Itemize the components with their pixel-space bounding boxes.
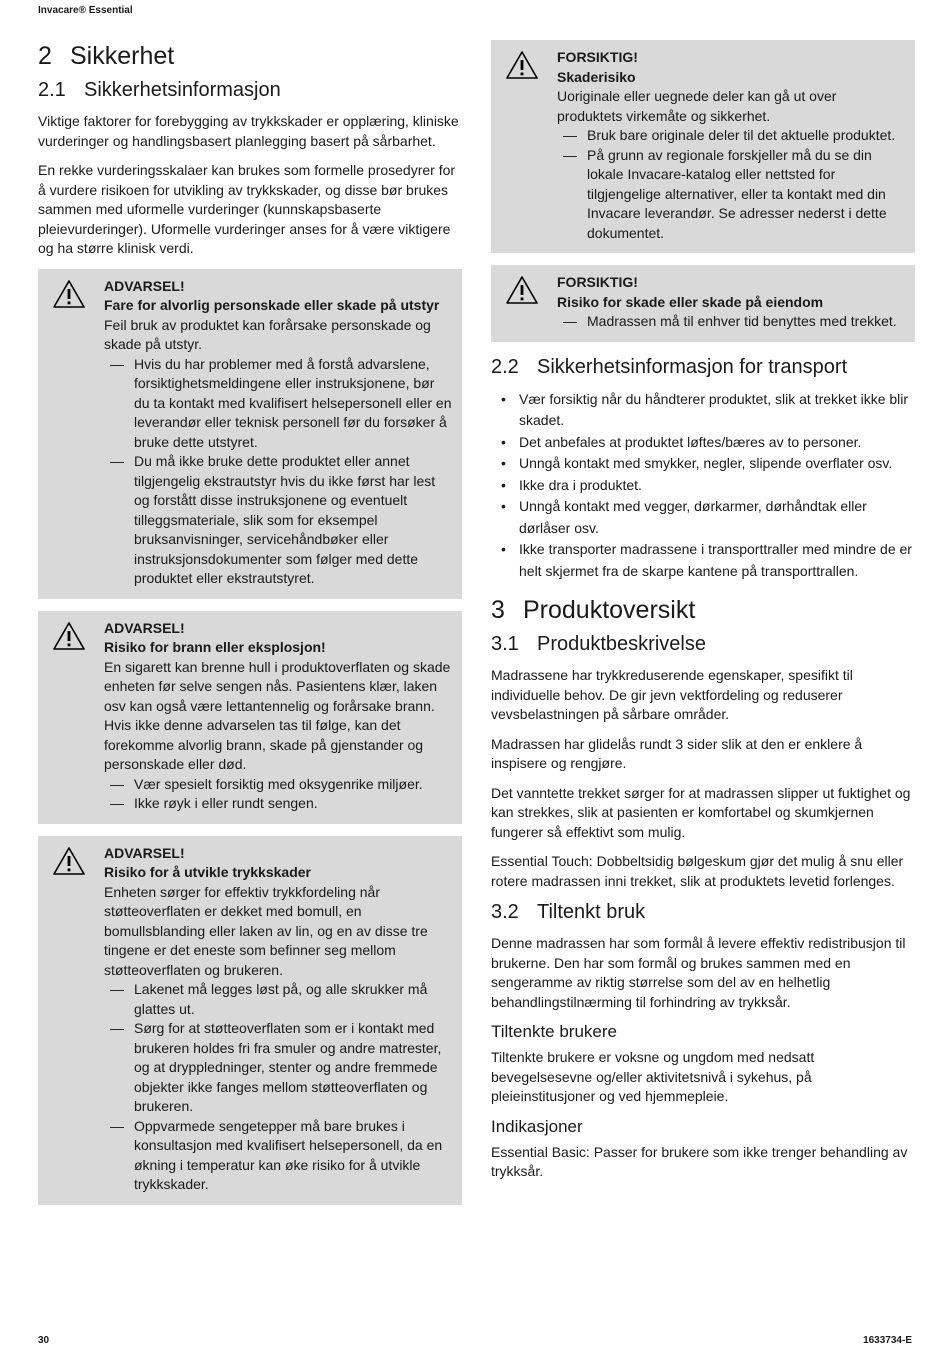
section-title: Produktoversikt (523, 596, 696, 624)
section-title: Produktbeskrivelse (537, 633, 706, 655)
indications-paragraph: Essential Basic: Passer for brukere som ikke trenger behandling av trykksår. (491, 1143, 908, 1179)
caution-title: Skaderisiko (557, 68, 636, 85)
description-paragraph: Essential Touch: Dobbeltsidig bølgeskum gjør det mulig å snu eller rotere madrassen inni trekket, slik at produktets levetid forlenges. (491, 853, 904, 889)
warning-text: En sigarett kan brenne hull i produktoverflaten og skade enheten før selve sengen nås. Pasientens klær, laken osv kan også være lettantennelig og forårsake brann. Hvis ikke denne advarselen tas til følge, kan det forekomme alvorlig brann, skade på gjenstander og personskade eller død. (104, 658, 451, 772)
left-column (38, 30, 462, 1217)
caution-list (557, 312, 905, 332)
list-item: — Madrassen må til enhver tid benyttes med trekket. (557, 312, 905, 332)
list-item: — Ikke røyk i eller rundt sengen. (104, 794, 452, 814)
warning-kind: ADVARSEL! (104, 277, 185, 294)
page-number: 30 (38, 1335, 50, 1346)
section-title: Sikkerhetsinformasjon for transport (537, 355, 848, 378)
section-number: 3.1 (491, 633, 519, 655)
warning-text: Enheten sørger for effektiv trykkfordeling når støtteoverflaten er dekket med bomull, en bomullsblanding eller laken av lin, og en av disse tre tingene er det eneste som befinner seg mellom støtteoverflaten og brukeren. (104, 883, 428, 978)
warning-box-fire (38, 611, 462, 824)
section-title: Sikkerhetsinformasjon (84, 79, 281, 101)
warning-title: Fare for alvorlig personskade eller skade på utstyr (104, 297, 440, 313)
list-item: • Vær forsiktig når du håndterer produktet, slik at trekket ikke blir skadet. (491, 389, 915, 432)
intended-users-heading: Tiltenkte brukere (491, 1022, 617, 1041)
list-item: • Ikke transporter madrassene i transporttraller med mindre de er helt skjermet fra de skarpe kantene på transporttrallen. (491, 539, 915, 582)
warning-kind: ADVARSEL! (104, 619, 185, 636)
caution-list (557, 126, 905, 243)
list-item: — Oppvarmede sengetepper må bare brukes i konsultasjon med kvalifisert helsepersonell, da en økning i temperatur kan øke risiko for å utvikle trykkskader. (104, 1117, 452, 1195)
indications-heading: Indikasjoner (491, 1116, 583, 1136)
section-2-1-heading (38, 79, 462, 102)
caution-kind: FORSIKTIG! (557, 49, 638, 65)
header-brand: Invacare® Essential (38, 5, 133, 16)
caution-box-parts (491, 40, 915, 253)
warning-text: Feil bruk av produktet kan forårsake personskade og skade på utstyr. (104, 316, 431, 352)
list-item: — Lakenet må legges løst på, og alle skrukker må glattes ut. (104, 980, 452, 1019)
list-item: — Hvis du har problemer med å forstå advarslene, forsiktighetsmeldingene eller instruksjonene, bør du ta kontakt med kvalifisert helsepersonell eller en leverandør eller teknisk personell før du forsøker å bruke dette utstyret. (104, 355, 452, 453)
description-paragraph: Madrassen har glidelås rundt 3 sider slik at den er enklere å inspisere og rengjøre. (491, 735, 863, 771)
section-number: 2.1 (38, 79, 66, 101)
warning-triangle-icon (52, 621, 86, 651)
list-item: — Sørg for at støtteoverflaten som er i kontakt med brukeren holdes fri fra smuler og andre matrester, og at dryppledninger, stenter og andre fremmede objekter ikke fanges mellom støtteoverflaten og brukeren. (104, 1019, 452, 1117)
section-number: 2.2 (491, 355, 519, 378)
warning-title: Risiko for brann eller eksplosjon! (104, 639, 326, 655)
warning-list (104, 980, 452, 1195)
section-title: Sikkerhet (70, 42, 175, 70)
caution-text: Uoriginale eller uegnede deler kan gå ut over produktets virkemåte og sikkerhet. (557, 88, 837, 124)
warning-triangle-icon (52, 846, 86, 876)
section-2-heading (38, 42, 462, 71)
list-item: — På grunn av regionale forskjeller må du se din lokale Invacare-katalog eller nettsted for tilgjengelige alternativer, eller ta kontakt med din Invacare leverandør. Se adresser nederst i dette dokumentet. (557, 146, 905, 244)
warning-triangle-icon (505, 50, 539, 80)
description-paragraph: Madrassene har trykkreduserende egenskaper, spesifikt til individuelle behov. De gir jevn vektfordeling og reduserer vevsbelastningen på sårbare områder. (491, 667, 853, 722)
caution-box-property (491, 265, 915, 342)
warning-list (104, 775, 452, 814)
intended-use-paragraph: Denne madrassen har som formål å levere effektiv redistribusjon til brukerne. Den har som formål og brukes sammen med en sengeramme av riktig størrelse som del av en helhetlig behandlingstilnærming til forhindring av trykksår. (491, 935, 906, 1010)
list-item: — Du må ikke bruke dette produktet eller annet tilgjengelig ekstrautstyr hvis du ikke først har lest og forstått disse instruksjonene og eventuelt tilleggsmateriale, slik som for eksempel bruksanvisninger, servicehåndbøker eller instruksjonsdokumenter som følger med dette produktet eller ekstrautstyret. (104, 452, 452, 589)
section-3-2-heading (491, 901, 915, 924)
section-3-1-heading (491, 633, 915, 656)
warning-title: Risiko for å utvikle trykkskader (104, 864, 311, 880)
list-item: • Unngå kontakt med vegger, dørkarmer, dørhåndtak eller dørlåser osv. (491, 496, 915, 539)
warning-kind: ADVARSEL! (104, 844, 185, 861)
warning-box-injury (38, 269, 462, 599)
warning-triangle-icon (505, 275, 539, 305)
section-number: 3 (491, 596, 505, 624)
caution-kind: FORSIKTIG! (557, 274, 638, 290)
intended-users-paragraph: Tiltenkte brukere er voksne og ungdom med nedsatt bevegelsesevne og/eller aktivitetsnivå i sykehus, på pleieinstitusjoner og ved hjemmepleie. (491, 1049, 815, 1104)
list-item: — Vær spesielt forsiktig med oksygenrike miljøer. (104, 775, 452, 795)
section-number: 2 (38, 42, 52, 70)
list-item: — Bruk bare originale deler til det aktuelle produktet. (557, 126, 905, 146)
document-id: 1633734-E (863, 1335, 912, 1346)
transport-bullet-list (491, 389, 915, 583)
assessment-paragraph: En rekke vurderingsskalaer kan brukes som formelle prosedyrer for å vurdere risikoen for utvikling av trykkskader, og disse bør brukes sammen med uformelle vurderinger (kunnskapsbaserte pleievurderinger). Uformelle vurderinger anses for å være viktigere og ha større klinisk verdi. (38, 162, 456, 256)
warning-box-pressure (38, 836, 462, 1205)
warning-list (104, 355, 452, 589)
right-column (491, 40, 915, 1192)
list-item: • Ikke dra i produktet. (491, 475, 915, 497)
warning-triangle-icon (52, 279, 86, 309)
description-paragraph: Det vanntette trekket sørger for at madrassen slipper ut fuktighet og kan strekkes, slik at pasienten er komfortabel og skumkjernen fungerer så effektivt som mulig. (491, 784, 911, 840)
list-item: • Unngå kontakt med smykker, negler, slipende overflater osv. (491, 453, 915, 475)
caution-title: Risiko for skade eller skade på eiendom (557, 293, 824, 310)
intro-paragraph: Viktige faktorer for forebygging av trykkskader er opplæring, kliniske vurderinger og handlingsbasert planlegging basert på sårbarhet. (38, 113, 459, 149)
section-title: Tiltenkt bruk (537, 901, 646, 923)
section-number: 3.2 (491, 901, 519, 923)
section-2-2-heading (491, 356, 915, 379)
section-3-heading (491, 596, 915, 625)
list-item: • Det anbefales at produktet løftes/bæres av to personer. (491, 432, 915, 454)
